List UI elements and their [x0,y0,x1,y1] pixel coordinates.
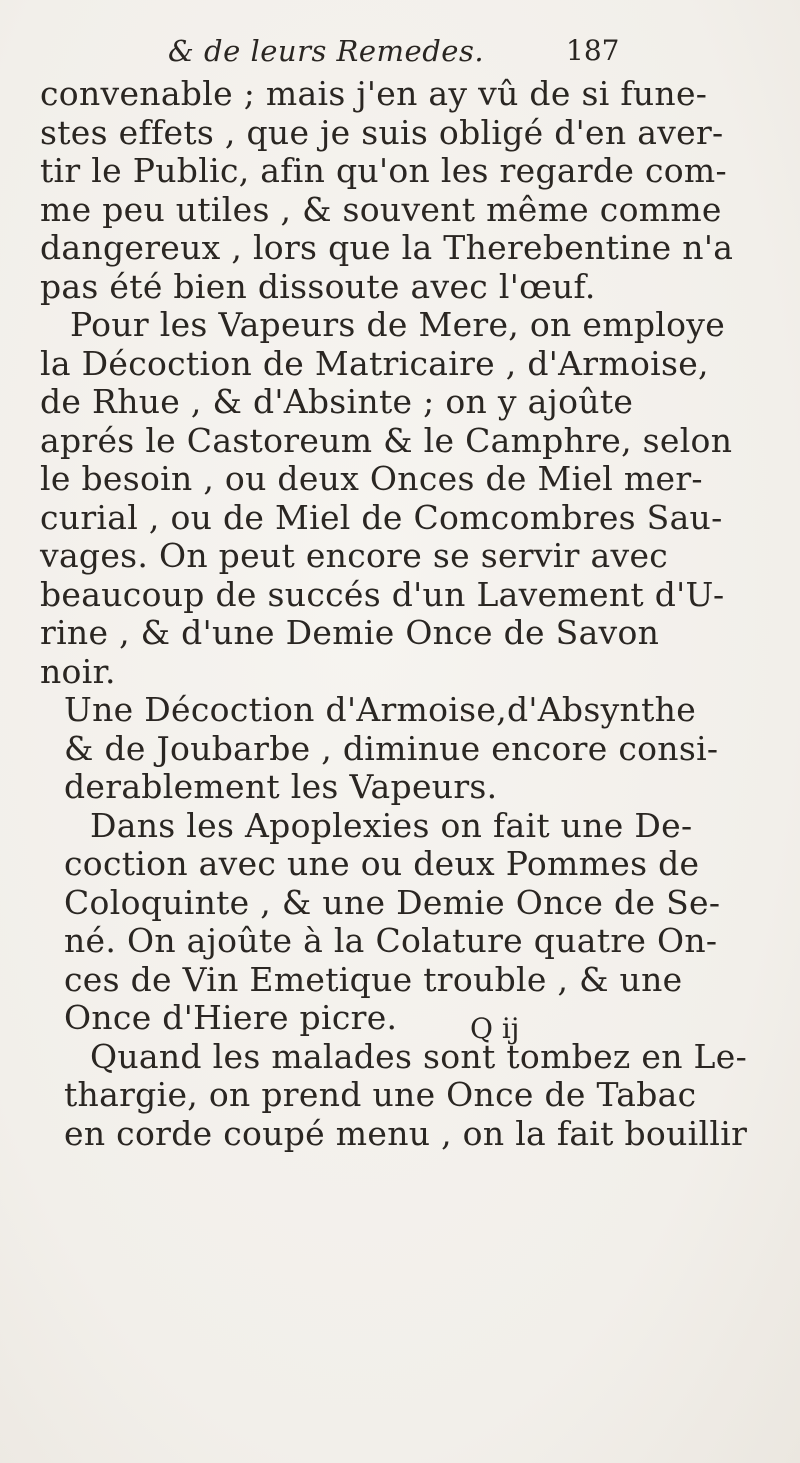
text-line: Pour les Vapeurs de Mere, on employe [70,305,726,344]
text-line: noir. [40,652,116,691]
text-line: Dans les Apoplexies on fait une De- [90,806,693,845]
text-line: vages. On peut encore se servir avec [40,536,669,575]
text-line: me peu utiles , & souvent même comme [40,190,722,229]
text-line: dangereux , lors que la Therebentine n'a [40,228,734,267]
text-line: pas été bien dissoute avec l'œuf. [40,267,596,306]
text-line: convenable ; mais j'en ay vû de si fune- [40,74,708,113]
text-line: tir le Public, afin qu'on les regarde com- [40,151,727,190]
text-line: rine , & d'une Demie Once de Savon [40,613,660,652]
text-line: stes effets , que je suis obligé d'en aver- [40,113,724,152]
text-line: en corde coupé menu , on la fait bouillir [64,1114,748,1153]
text-line: & de Joubarbe , diminue encore consi- [64,729,719,768]
text-line: Coloquinte , & une Demie Once de Se- [64,883,721,922]
text-line: derablement les Vapeurs. [64,767,498,806]
text-line: curial , ou de Miel de Comcombres Sau- [40,498,723,537]
text-line: Une Décoction d'Armoise,d'Absynthe [64,690,697,729]
text-line: ces de Vin Emetique trouble , & une [64,960,683,999]
text-line: le besoin , ou deux Onces de Miel mer- [40,459,703,498]
text-line: la Décoction de Matricaire , d'Armoise, [40,344,709,383]
text-line: aprés le Castoreum & le Camphre, selon [40,421,733,460]
running-title: & de leurs Remedes. [168,34,485,68]
text-line: de Rhue , & d'Absinte ; on y ajoûte [40,382,634,421]
text-line: né. On ajoûte à la Colature quatre On- [64,921,718,960]
signature-mark: Q ij [470,1012,520,1045]
text-line: coction avec une ou deux Pommes de [64,844,700,883]
text-line: Quand les malades sont tombez en Le- [90,1037,748,1076]
running-head [0,34,800,74]
text-line: beaucoup de succés d'un Lavement d'U- [40,575,725,614]
page-number: 187 [566,34,620,67]
text-line: Once d'Hiere picre. [64,998,398,1037]
text-line: thargie, on prend une Once de Tabac [64,1075,697,1114]
